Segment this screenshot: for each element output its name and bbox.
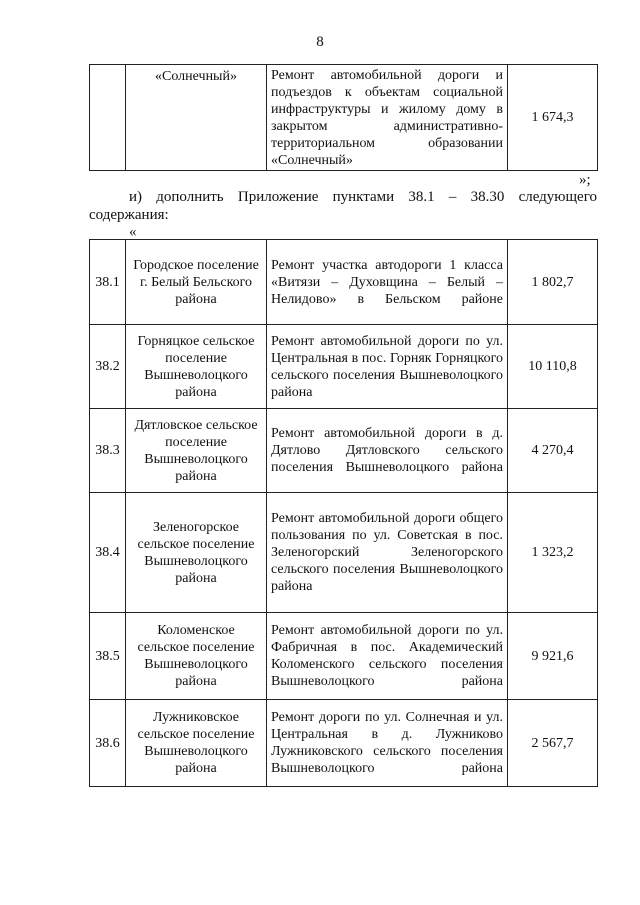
table-row bbox=[90, 493, 598, 613]
table-row bbox=[90, 700, 598, 787]
description-cell: Ремонт автомобильной дороги и подъездов к объектам социальной инфраструктуры и жилому дому в закрытом административно-территориальном образовании «Солнечный» bbox=[267, 65, 508, 171]
municipality-cell: Городское поселение г. Белый Бельского района bbox=[126, 240, 267, 325]
row-number-cell: 38.2 bbox=[90, 325, 126, 409]
amount-cell: 1 674,3 bbox=[508, 65, 598, 171]
table-row bbox=[90, 325, 598, 409]
top-table bbox=[89, 64, 598, 171]
municipality-cell: Коломенское сельское поселение Вышневолоцкого района bbox=[126, 613, 267, 700]
municipality-cell: «Солнечный» bbox=[126, 65, 267, 171]
instruction-paragraph: и) дополнить Приложение пунктами 38.1 – 38.30 следующего содержания: bbox=[89, 189, 597, 223]
amount-cell: 10 110,8 bbox=[508, 325, 598, 409]
row-number-cell: 38.3 bbox=[90, 409, 126, 493]
municipality-cell: Горняцкое сельское поселение Вышневолоцкого района bbox=[126, 325, 267, 409]
table-row bbox=[90, 409, 598, 493]
amount-cell: 4 270,4 bbox=[508, 409, 598, 493]
description-cell: Ремонт участка автодороги 1 класса «Витязи – Духовщина – Белый – Нелидово» в Бельском районе bbox=[267, 240, 508, 325]
amount-cell: 9 921,6 bbox=[508, 613, 598, 700]
amount-cell: 2 567,7 bbox=[508, 700, 598, 787]
table-row bbox=[90, 240, 598, 325]
description-cell: Ремонт автомобильной дороги общего пользования по ул. Советская в пос. Зеленогорский Зеленогорского сельского поселения Вышневолоцкого района bbox=[267, 493, 508, 613]
description-cell: Ремонт дороги по ул. Солнечная и ул. Центральная в д. Лужниково Лужниковского сельского поселения Вышневолоцкого района bbox=[267, 700, 508, 787]
description-cell: Ремонт автомобильной дороги по ул. Фабричная в пос. Академический Коломенского сельского поселения Вышневолоцкого района bbox=[267, 613, 508, 700]
row-number-cell: 38.6 bbox=[90, 700, 126, 787]
row-number-cell: 38.4 bbox=[90, 493, 126, 613]
municipality-cell: Зеленогорское сельское поселение Вышневолоцкого района bbox=[126, 493, 267, 613]
row-number-cell: 38.1 bbox=[90, 240, 126, 325]
opening-quote: « bbox=[129, 224, 137, 240]
municipality-cell: Дятловское сельское поселение Вышневолоцкого района bbox=[126, 409, 267, 493]
closing-quote: »; bbox=[579, 172, 591, 188]
amount-cell: 1 323,2 bbox=[508, 493, 598, 613]
row-number-cell: 38.5 bbox=[90, 613, 126, 700]
table-row bbox=[90, 613, 598, 700]
amount-cell: 1 802,7 bbox=[508, 240, 598, 325]
table-row bbox=[90, 65, 598, 171]
row-number-cell bbox=[90, 65, 126, 171]
description-cell: Ремонт автомобильной дороги в д. Дятлово Дятловского сельского поселения Вышневолоцкого района bbox=[267, 409, 508, 493]
municipality-cell: Лужниковское сельское поселение Вышневолоцкого района bbox=[126, 700, 267, 787]
description-cell: Ремонт автомобильной дороги по ул. Центральная в пос. Горняк Горняцкого сельского поселения Вышневолоцкого района bbox=[267, 325, 508, 409]
page-number: 8 bbox=[316, 34, 324, 50]
roads-table bbox=[89, 239, 598, 787]
